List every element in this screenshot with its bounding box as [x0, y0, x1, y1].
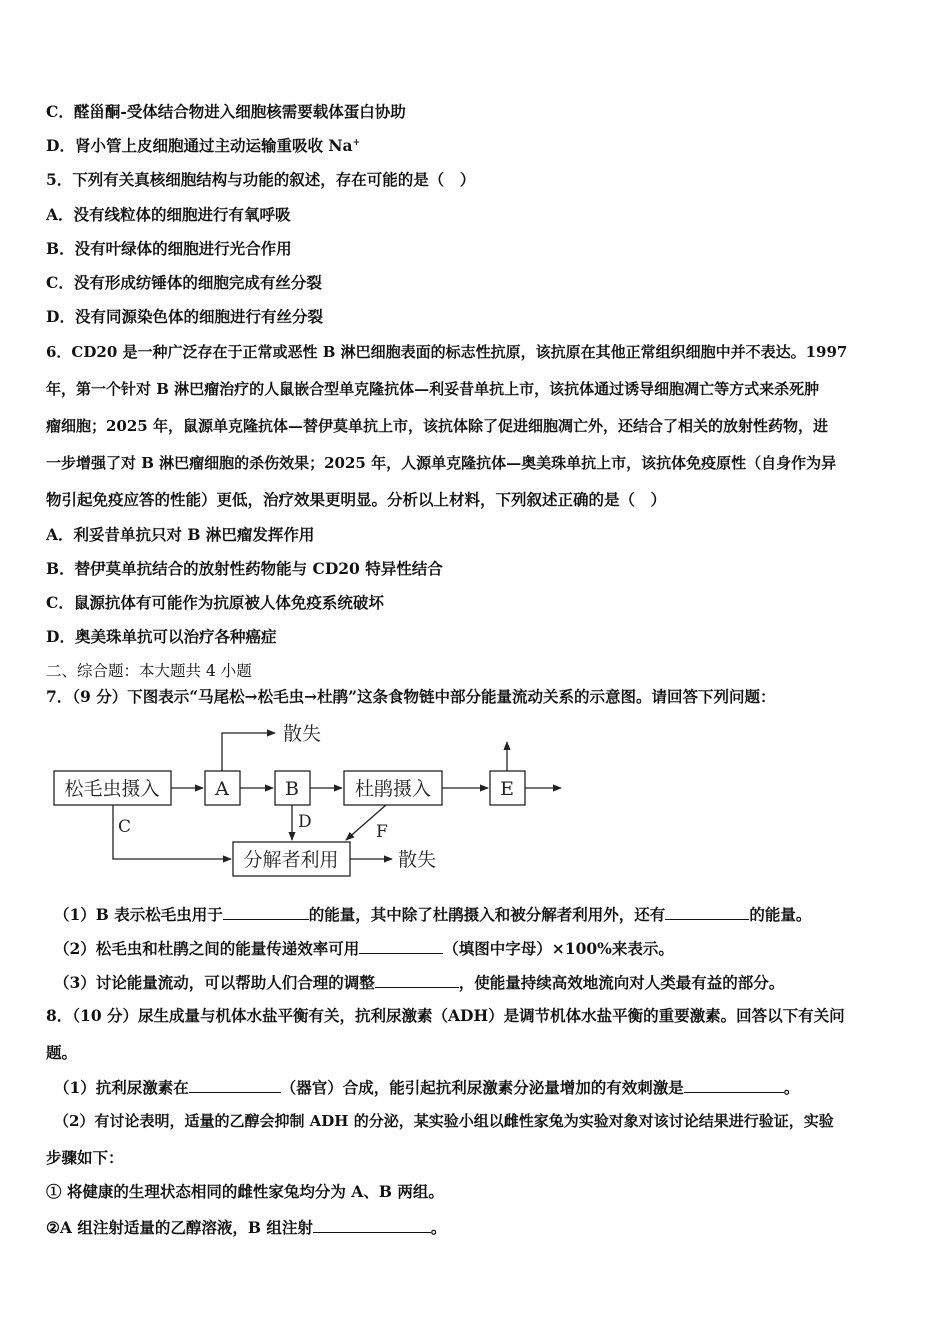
q7-sub-3-a: （3）讨论能量流动，可以帮助人们合理的调整 [54, 973, 375, 992]
q6-stem-line-4: 一步增强了对 B 淋巴瘤细胞的杀伤效果；2025 年，人源单克隆抗体—奥美珠单抗上市，该抗体免疫原性（自身作为异 [46, 454, 837, 472]
q5-option-b: B．没有叶绿体的细胞进行光合作用 [46, 239, 292, 258]
q7-sub-1 [54, 903, 811, 925]
q6-option-d: D．奥美珠单抗可以治疗各种癌症 [46, 627, 277, 646]
loss-top-label: 散失 [283, 723, 322, 745]
q8-stem-line-2: 题。 [46, 1043, 78, 1062]
q6-option-c: C．鼠源抗体有可能作为抗原被人体免疫系统破坏 [46, 593, 384, 612]
q5-stem: 5．下列有关真核细胞结构与功能的叙述，存在可能的是（ ） [46, 170, 476, 189]
q8-sub-2-line-1: （2）有讨论表明，适量的乙醇会抑制 ADH 的分泌，某实验小组以雌性家兔为实验对象对该讨论结果进行验证，实验 [54, 1112, 834, 1130]
q8-sub-1 [54, 1076, 799, 1098]
q7-sub-3-b: ，使能量持续高效地流向对人类最有益的部分。 [458, 973, 785, 992]
q8-sub-2-line-2: 步骤如下： [46, 1148, 124, 1167]
answer-blank[interactable] [684, 1076, 784, 1093]
q7-sub-2-b: （填图中字母）×100%来表示。 [443, 939, 674, 958]
q7-sub-2 [54, 937, 674, 959]
box-intake-label: 松毛虫摄入 [64, 778, 160, 800]
q8-sub-1-c: 。 [783, 1078, 800, 1097]
box-cuckoo-label: 杜鹃摄入 [354, 778, 432, 800]
q6-stem-line-3: 瘤细胞；2025 年，鼠源单克隆抗体—替伊莫单抗上市，该抗体除了促进细胞凋亡外，还结合了相关的放射性药物，进 [46, 417, 828, 435]
q4-option-c: C．醛甾酮-受体结合物进入细胞核需要载体蛋白协助 [46, 102, 406, 121]
q8-stem-line-1: 8．（10 分）尿生成量与机体水盐平衡有关，抗利尿激素（ADH）是调节机体水盐平衡的重要激素。回答以下有关问 [46, 1006, 845, 1025]
q8-step-1: ① 将健康的生理状态相同的雌性家兔均分为 A、B 两组。 [46, 1182, 444, 1201]
q8-sub-1-b: （器官）合成，能引起抗利尿激素分泌量增加的有效刺激是 [280, 1078, 684, 1097]
answer-blank[interactable] [359, 937, 443, 954]
answer-blank[interactable] [665, 903, 749, 920]
q5-option-a: A．没有线粒体的细胞进行有氧呼吸 [46, 205, 291, 224]
box-b-label: B [285, 778, 299, 800]
q7-sub-1-c: 的能量。 [749, 905, 812, 924]
box-a-label: A [215, 778, 229, 800]
q4-option-d-text: D．肾小管上皮细胞通过主动运输重吸收 Na [46, 136, 353, 155]
answer-blank[interactable] [189, 1076, 281, 1093]
loss-bottom-label: 散失 [398, 849, 437, 871]
q6-option-a: A．利妥昔单抗只对 B 淋巴瘤发挥作用 [46, 525, 315, 544]
energy-flow-diagram [40, 718, 580, 884]
box-e-label: E [500, 778, 514, 800]
label-d: D [298, 812, 312, 832]
q6-stem-line-2: 年，第一个针对 B 淋巴瘤治疗的人鼠嵌合型单克隆抗体—利妥昔单抗上市，该抗体通过诱导细胞凋亡等方式来杀死肿 [46, 380, 820, 398]
q6-option-b: B．替伊莫单抗结合的放射性药物能与 CD20 特异性结合 [46, 559, 443, 578]
q7-sub-3 [54, 971, 784, 993]
q6-stem-line-5: 物引起免疫应答的性能）更低，治疗效果更明显。分析以上材料，下列叙述正确的是（ ） [46, 490, 667, 509]
section-2-heading: 二、综合题：本大题共 4 小题 [46, 662, 252, 680]
q7-stem: 7．（9 分）下图表示“马尾松→松毛虫→杜鹃”这条食物链中部分能量流动关系的示意图。请回答下列问题： [46, 687, 776, 706]
q8-step-2 [46, 1216, 446, 1238]
q8-step-2-b: 。 [430, 1218, 447, 1237]
q7-sub-1-b: 的能量，其中除了杜鹃摄入和被分解者利用外，还有 [308, 905, 666, 924]
box-decomposer-label: 分解者利用 [243, 849, 339, 871]
q6-stem-line-1: 6．CD20 是一种广泛存在于正常或恶性 B 淋巴细胞表面的标志性抗原，该抗原在其他正常组织细胞中并不表达。1997 [46, 343, 848, 361]
q7-sub-2-a: （2）松毛虫和杜鹃之间的能量传递效率可用 [54, 939, 360, 958]
q5-option-c: C．没有形成纺锤体的细胞完成有丝分裂 [46, 273, 322, 292]
q8-step-2-a: ②A 组注射适量的乙醇溶液，B 组注射 [46, 1218, 313, 1237]
answer-blank[interactable] [223, 903, 309, 920]
answer-blank[interactable] [375, 971, 459, 988]
q5-option-d: D．没有同源染色体的细胞进行有丝分裂 [46, 307, 323, 326]
label-c: C [118, 817, 132, 837]
arrow-a-loss [222, 733, 275, 771]
q7-sub-1-a: （1）B 表示松毛虫用于 [54, 905, 223, 924]
answer-blank[interactable] [313, 1216, 431, 1233]
q4-option-d [46, 136, 360, 156]
label-f: F [376, 822, 388, 842]
na-superscript: + [352, 137, 361, 148]
q8-sub-1-a: （1）抗利尿激素在 [54, 1078, 189, 1097]
